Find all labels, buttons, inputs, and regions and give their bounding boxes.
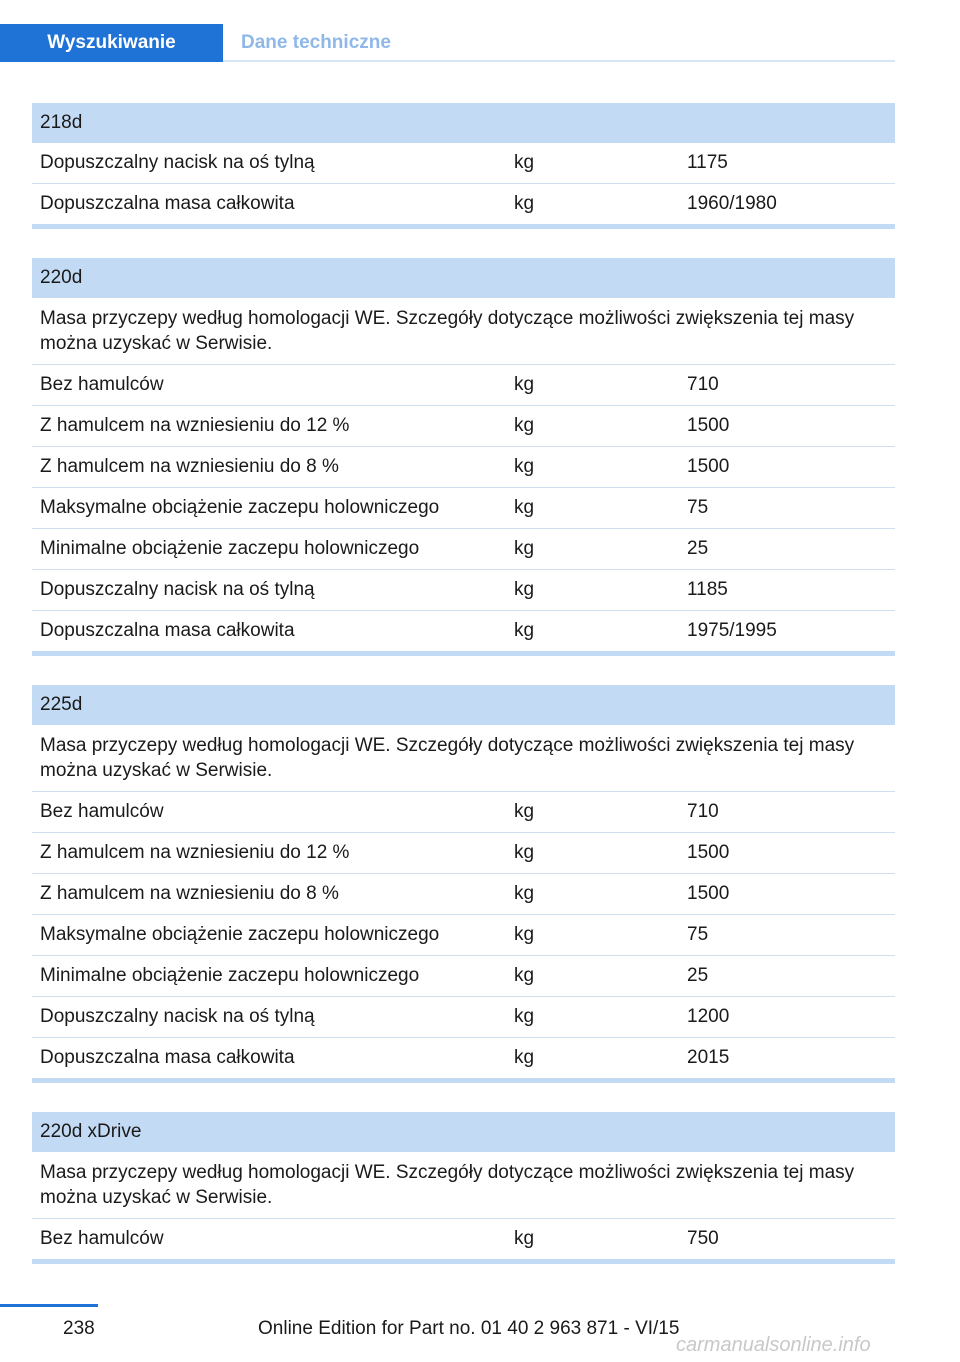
row-label: Z hamulcem na wzniesieniu do 8 % (40, 883, 339, 904)
section-footer-bar (32, 1078, 895, 1083)
row-unit: kg (514, 415, 535, 436)
spec-section (32, 103, 895, 229)
page-number: 238 (63, 1318, 95, 1339)
table-row (32, 915, 895, 956)
section-footer-bar (32, 651, 895, 656)
row-label: Minimalne obciążenie zaczepu holowniczego (40, 538, 420, 559)
spec-tables (32, 103, 895, 1293)
section-title: 220d xDrive (32, 1112, 895, 1152)
table-row (32, 1038, 895, 1078)
row-unit: kg (514, 924, 535, 945)
row-label: Dopuszczalny nacisk na oś tylną (40, 152, 315, 173)
row-value: 710 (687, 801, 719, 822)
section-note: Masa przyczepy według homologacji WE. Szczegóły dotyczące możliwości zwiększenia tej masy można uzyskać w Serwisie. (32, 1152, 895, 1219)
table-row (32, 570, 895, 611)
row-unit: kg (514, 1047, 535, 1068)
row-unit: kg (514, 842, 535, 863)
table-row (32, 833, 895, 874)
nav-divider (223, 60, 895, 62)
row-unit: kg (514, 497, 535, 518)
row-label: Z hamulcem na wzniesieniu do 12 % (40, 415, 350, 436)
edition-note: Online Edition for Part no. 01 40 2 963 871 - VI/15 (258, 1318, 680, 1339)
row-value: 1960/1980 (687, 193, 777, 214)
table-row (32, 997, 895, 1038)
row-value: 1175 (687, 152, 728, 173)
table-row (32, 956, 895, 997)
row-value: 25 (687, 538, 709, 559)
spec-section (32, 258, 895, 656)
row-label: Dopuszczalny nacisk na oś tylną (40, 579, 315, 600)
row-label: Bez hamulców (40, 801, 164, 822)
row-value: 75 (687, 924, 709, 945)
row-value: 75 (687, 497, 709, 518)
row-unit: kg (514, 193, 535, 214)
section-title: 225d (32, 685, 895, 725)
section-note: Masa przyczepy według homologacji WE. Szczegóły dotyczące możliwości zwiększenia tej masy można uzyskać w Serwisie. (32, 725, 895, 792)
row-label: Z hamulcem na wzniesieniu do 8 % (40, 456, 339, 477)
row-label: Dopuszczalna masa całkowita (40, 620, 295, 641)
row-value: 1500 (687, 842, 730, 863)
table-row (32, 365, 895, 406)
row-value: 1500 (687, 456, 730, 477)
spec-section (32, 685, 895, 1083)
row-label: Dopuszczalna masa całkowita (40, 193, 295, 214)
table-row (32, 488, 895, 529)
section-footer-bar (32, 224, 895, 229)
row-value: 2015 (687, 1047, 730, 1068)
row-value: 710 (687, 374, 719, 395)
table-row (32, 406, 895, 447)
row-value: 1975/1995 (687, 620, 777, 641)
tab-technical-data[interactable]: Dane techniczne (241, 32, 391, 53)
row-unit: kg (514, 801, 535, 822)
row-label: Maksymalne obciążenie zaczepu holowniczego (40, 924, 440, 945)
section-footer-bar (32, 1259, 895, 1264)
row-value: 750 (687, 1228, 719, 1249)
row-unit: kg (514, 456, 535, 477)
table-row (32, 529, 895, 570)
row-unit: kg (514, 579, 535, 600)
page-number-rule (0, 1304, 98, 1307)
row-unit: kg (514, 152, 535, 173)
table-row (32, 447, 895, 488)
row-value: 1500 (687, 883, 730, 904)
row-unit: kg (514, 538, 535, 559)
table-row (32, 143, 895, 184)
watermark: carmanualsonline.info (676, 1334, 871, 1356)
table-row (32, 874, 895, 915)
row-label: Z hamulcem na wzniesieniu do 12 % (40, 842, 350, 863)
row-label: Bez hamulców (40, 374, 164, 395)
row-value: 1185 (687, 579, 728, 600)
row-unit: kg (514, 965, 535, 986)
row-value: 1200 (687, 1006, 730, 1027)
row-label: Minimalne obciążenie zaczepu holowniczego (40, 965, 420, 986)
row-label: Bez hamulców (40, 1228, 164, 1249)
row-unit: kg (514, 374, 535, 395)
row-unit: kg (514, 1006, 535, 1027)
table-row (32, 1219, 895, 1259)
row-label: Dopuszczalna masa całkowita (40, 1047, 295, 1068)
table-row (32, 792, 895, 833)
row-value: 25 (687, 965, 709, 986)
top-nav (0, 24, 895, 62)
section-note: Masa przyczepy według homologacji WE. Szczegóły dotyczące możliwości zwiększenia tej masy można uzyskać w Serwisie. (32, 298, 895, 365)
spec-section (32, 1112, 895, 1264)
row-unit: kg (514, 883, 535, 904)
row-label: Maksymalne obciążenie zaczepu holowniczego (40, 497, 440, 518)
tab-search[interactable]: Wyszukiwanie (0, 24, 223, 62)
section-title: 220d (32, 258, 895, 298)
row-unit: kg (514, 620, 535, 641)
table-row (32, 611, 895, 651)
row-unit: kg (514, 1228, 535, 1249)
section-title: 218d (32, 103, 895, 143)
table-row (32, 184, 895, 224)
row-label: Dopuszczalny nacisk na oś tylną (40, 1006, 315, 1027)
row-value: 1500 (687, 415, 730, 436)
